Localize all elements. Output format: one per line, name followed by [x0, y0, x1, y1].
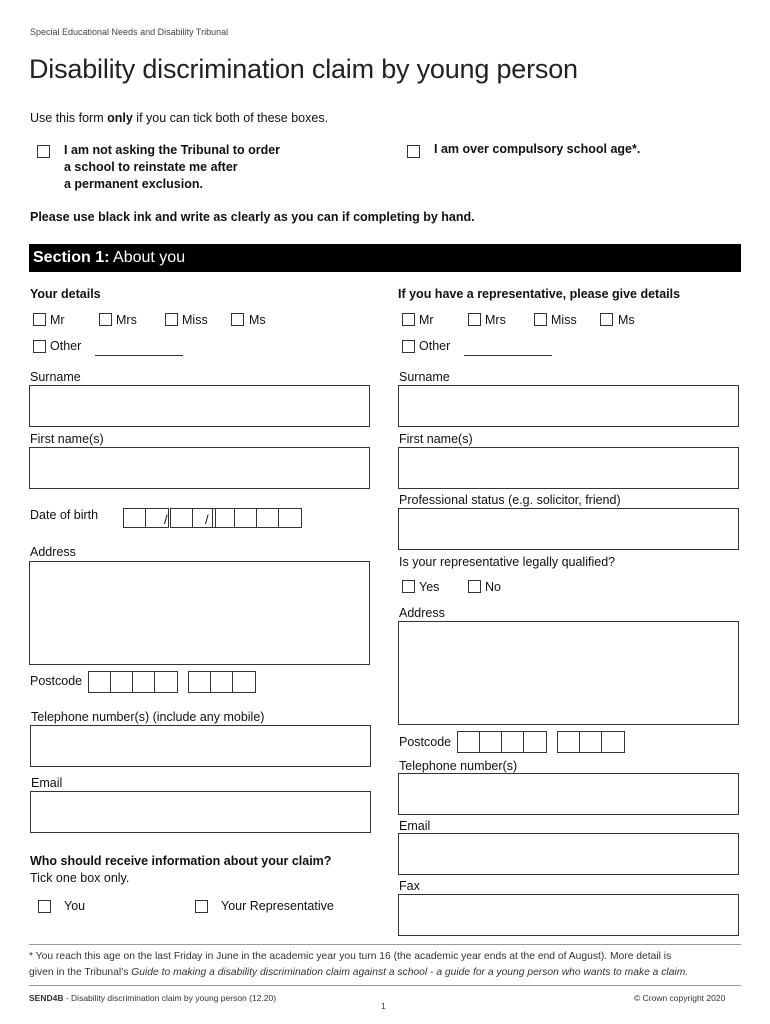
- rep-telephone-field[interactable]: [398, 773, 739, 815]
- rep-title-mr-label: Mr: [419, 313, 434, 327]
- dob-year-boxes[interactable]: [212, 508, 302, 528]
- receive-representative-label: Your Representative: [221, 899, 334, 913]
- you-title-miss-label: Miss: [182, 313, 208, 327]
- not-reinstate-label: [64, 142, 280, 193]
- you-address-field[interactable]: [29, 561, 370, 665]
- rep-qualified-no-label: No: [485, 580, 501, 594]
- rep-title-miss-checkbox[interactable]: [534, 313, 547, 326]
- over-school-age-checkbox[interactable]: [407, 145, 420, 158]
- form-code: [29, 993, 276, 1003]
- you-surname-field[interactable]: [29, 385, 370, 427]
- rep-email-label: Email: [399, 819, 431, 833]
- label-part: asking the Tribunal to order: [111, 143, 281, 157]
- you-email-label: Email: [31, 776, 63, 790]
- receive-instruction: Tick one box only.: [30, 871, 130, 885]
- you-surname-label: Surname: [30, 370, 81, 384]
- dob-month-boxes[interactable]: [170, 508, 216, 528]
- rep-first-names-label: First name(s): [399, 432, 473, 446]
- rep-title-mrs-label: Mrs: [485, 313, 506, 327]
- you-first-names-label: First name(s): [30, 432, 104, 446]
- rep-title-mr-checkbox[interactable]: [402, 313, 415, 326]
- dob-separator: /: [164, 512, 168, 527]
- ink-note: Please use black ink and write as clearly as you can if completing by hand.: [30, 210, 475, 224]
- section-number: Section 1:: [33, 249, 110, 266]
- rep-professional-label: Professional status (e.g. solicitor, friend): [399, 493, 621, 507]
- you-title-other-input[interactable]: [95, 355, 183, 356]
- rep-fax-field[interactable]: [398, 894, 739, 936]
- rep-qualified-no-checkbox[interactable]: [468, 580, 481, 593]
- dob-separator: /: [205, 512, 209, 527]
- you-telephone-field[interactable]: [30, 725, 371, 767]
- footnote: [29, 949, 688, 981]
- rep-title-ms-label: Ms: [618, 313, 635, 327]
- rep-telephone-label: Telephone number(s): [399, 759, 518, 773]
- label-part: a permanent exclusion.: [64, 177, 203, 191]
- you-address-label: Address: [30, 545, 76, 559]
- label-part: I am: [64, 143, 93, 157]
- rep-address-label: Address: [399, 606, 445, 620]
- dob-label: Date of birth: [30, 508, 99, 522]
- rep-professional-field[interactable]: [398, 508, 739, 550]
- you-title-other-label: Other: [50, 339, 82, 353]
- receive-heading: Who should receive information about your claim?: [30, 854, 332, 868]
- form-code-desc: - Disability discrimination claim by young person (12.20): [63, 993, 277, 1003]
- org-name: Special Educational Needs and Disability Tribunal: [30, 27, 229, 37]
- intro-text-part: Use this form: [30, 111, 108, 125]
- rep-details-heading: If you have a representative, please give details: [398, 287, 681, 301]
- rep-title-mrs-checkbox[interactable]: [468, 313, 481, 326]
- rep-address-field[interactable]: [398, 621, 739, 725]
- you-title-mrs-label: Mrs: [116, 313, 137, 327]
- rep-title-other-label: Other: [419, 339, 451, 353]
- footnote-line: given in the Tribunal’s: [29, 967, 132, 978]
- you-telephone-label: Telephone number(s) (include any mobile): [31, 710, 265, 724]
- rep-qualified-yes-checkbox[interactable]: [402, 580, 415, 593]
- receive-representative-checkbox[interactable]: [195, 900, 208, 913]
- you-postcode-part1-boxes[interactable]: [88, 671, 178, 693]
- rep-qualified-yes-label: Yes: [419, 580, 440, 594]
- rep-postcode-part1-boxes[interactable]: [457, 731, 547, 753]
- rep-postcode-label: Postcode: [399, 735, 452, 749]
- you-title-miss-checkbox[interactable]: [165, 313, 178, 326]
- rep-first-names-field[interactable]: [398, 447, 739, 489]
- your-details-heading: Your details: [30, 287, 101, 301]
- you-email-field[interactable]: [30, 791, 371, 833]
- rep-postcode-part2-boxes[interactable]: [557, 731, 625, 753]
- footnote-divider: [29, 944, 741, 945]
- you-postcode-label: Postcode: [30, 674, 83, 688]
- guide-reference: Guide to making a disability discrimination claim against a school - a guide for a young person who wants to make a claim.: [131, 967, 689, 978]
- page-title: Disability discrimination claim by young person: [29, 54, 578, 84]
- label-part: a school to reinstate me after: [64, 160, 238, 174]
- rep-fax-label: Fax: [399, 879, 420, 893]
- you-title-other-checkbox[interactable]: [33, 340, 46, 353]
- rep-email-field[interactable]: [398, 833, 739, 875]
- you-title-mr-checkbox[interactable]: [33, 313, 46, 326]
- you-title-ms-label: Ms: [249, 313, 266, 327]
- rep-title-miss-label: Miss: [551, 313, 577, 327]
- you-title-ms-checkbox[interactable]: [231, 313, 244, 326]
- copyright: © Crown copyright 2020: [634, 993, 726, 1003]
- rep-title-other-input[interactable]: [464, 355, 552, 356]
- receive-you-label: You: [64, 899, 86, 913]
- label-emphasis: not: [92, 143, 112, 157]
- section-1-header: [29, 244, 741, 272]
- you-title-mrs-checkbox[interactable]: [99, 313, 112, 326]
- you-first-names-field[interactable]: [29, 447, 370, 489]
- page-number: 1: [381, 1001, 386, 1011]
- dob-day-boxes[interactable]: [123, 508, 169, 528]
- over-school-age-label: I am over compulsory school age*.: [434, 142, 641, 156]
- rep-qualified-question: Is your representative legally qualified?: [399, 555, 616, 569]
- you-postcode-part2-boxes[interactable]: [188, 671, 256, 693]
- intro-text: [30, 111, 328, 125]
- intro-text-part: if you can tick both of these boxes.: [132, 111, 329, 125]
- footnote-line: * You reach this age on the last Friday in June in the academic year you turn 16 (the academic year ends at the end of August). More detail is: [29, 951, 672, 962]
- form-code-id: SEND4B: [29, 993, 64, 1003]
- rep-title-other-checkbox[interactable]: [402, 340, 415, 353]
- receive-you-checkbox[interactable]: [38, 900, 51, 913]
- not-reinstate-checkbox[interactable]: [37, 145, 50, 158]
- rep-surname-label: Surname: [399, 370, 450, 384]
- rep-surname-field[interactable]: [398, 385, 739, 427]
- rep-title-ms-checkbox[interactable]: [600, 313, 613, 326]
- footer-divider: [29, 985, 741, 986]
- section-title: About you: [109, 249, 186, 266]
- you-title-mr-label: Mr: [50, 313, 65, 327]
- intro-text-bold: only: [107, 111, 133, 125]
